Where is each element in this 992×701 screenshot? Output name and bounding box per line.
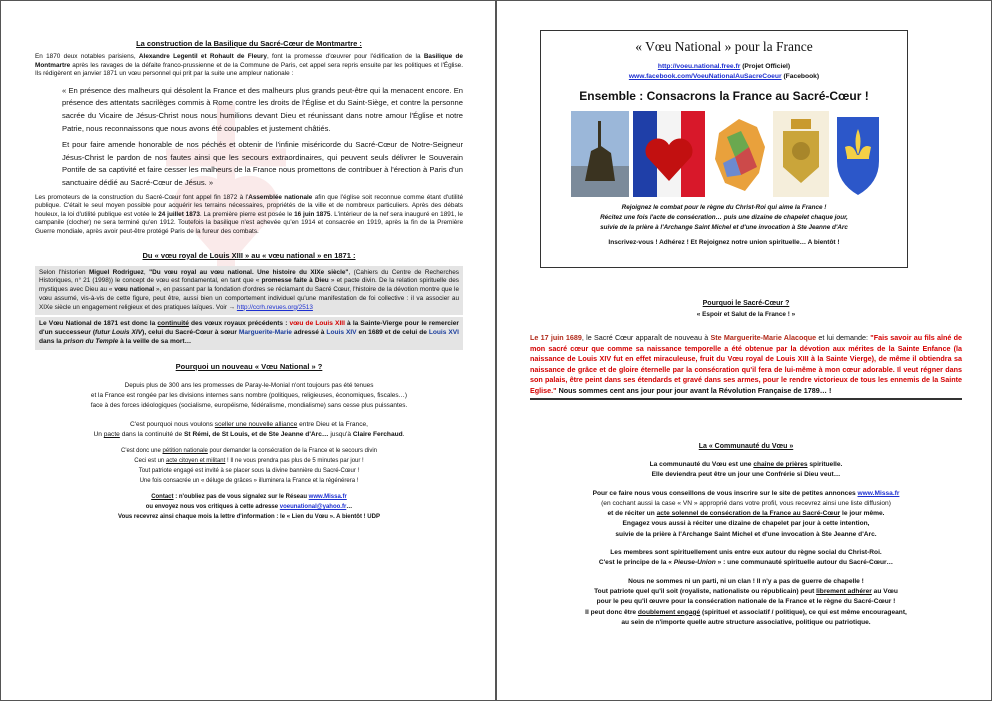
line: La communauté du Vœu est une chaîne de prières spirituelle.: [649, 461, 843, 468]
line: Elle deviendra peut être un jour une Confrérie si Dieu veut…: [651, 471, 841, 479]
ccrh-link[interactable]: http://ccrh.revues.org/2513: [236, 303, 313, 311]
line: Contact : n'oubliez pas de vous signalez sur le Réseau www.Missa.fr: [151, 494, 347, 501]
contact-block: [35, 492, 463, 522]
paragraph-pourquoi: [35, 381, 463, 412]
line: Les membres sont spirituellement unis entre eux autour du règne social du Christ-Roi.: [610, 549, 882, 557]
line: (en cochant aussi la case « VN » approprié dans votre profil, vous recevrez ainsi une liste diffusion): [601, 499, 891, 507]
paragraph-promoteurs: Les promoteurs de la construction du Sacré-Cœur font appel fin 1872 à l'Assemblée nationale afin que l'église soit reconnue comme étant d'utilité publique. C'était le seul moyen possible pour acquérir les terrains nécessaires, propriétés de la ville et de nombreux particuliers. Après des débats houleux, la loi d'utilité publique est votée le 24 juillet 1873. La première pierre est posée le 16 juin 1875. L'intérieur de la nef sera inauguré en 1891, le campanile (clocher) ne sera terminé qu'en 1912. Toutefois la basilique n'est achevée qu'en 1914 et consacrée en 1919, après la fin de la Première Guerre mondiale, après avoir peut-être protégé Paris de la fureur des combats.: [35, 193, 464, 235]
line: pour le peu qu'il œuvre pour la consécration nationale de la France et le règne du Sacré-Cœur !: [596, 598, 896, 606]
line: suivie de la prière à l'Archange Saint Michel et d'une invocation à Ste Jeanne d'Arc.: [615, 530, 877, 538]
quote-part-1: « En présence des malheurs qui désolent la France et des malheurs plus grands peut-être qui la menacent encore. En présence des attentats sacrilèges commis à Rome contre les droits de l'Église et du Saint-Siège, et contre la personne sacrée du Vicaire de Jésus-Christ nous nous humilions devant Dieu et réunissant dans notre amour l'Église et notre Patrie, nous reconnaissons que nous avons été coupables et justement châtiés.: [62, 85, 463, 133]
royal-arms-icon: [773, 111, 829, 197]
line: Rejoignez le combat pour le règne du Christ-Roi qui aime la France !: [621, 204, 827, 211]
line: Tout patriote engagé est invité à se placer sous la divine bannière du Sacré-Cœur !: [138, 468, 360, 475]
line: Pour ce faire nous vous conseillons de vous inscrire sur le site de petites annonces www.Missa.fr: [592, 489, 900, 497]
line: et la France est rongée par les divisions internes sans nombre (politiques, religieuses, économiques, fiscales…): [90, 392, 408, 400]
header-box: [540, 30, 908, 268]
image-strip: [541, 111, 907, 197]
line: Ceci est un acte citoyen et militant ! Il ne vous prendra pas plus de 5 minutes par jour !: [134, 458, 364, 465]
line: Nous ne sommes ni un parti, ni un clan ! Il n'y a pas de guerre de chapelle !: [628, 577, 864, 585]
section-title-voeu-royal: Du « vœu royal de Louis XIII » au « vœu national » en 1871 :: [142, 250, 356, 260]
box-title: « Vœu National » pour la France: [635, 39, 813, 54]
email-link[interactable]: voeunational@yahoo.fr: [279, 504, 347, 511]
why-title: Pourquoi le Sacré-Cœur ?: [702, 300, 790, 307]
community-block-1: [532, 460, 960, 481]
panel-continuite: Le Vœu National de 1871 est donc la continuité des vœux royaux précédents : vœu de Louis XIII à la Sainte-Vierge pour le remercier d'un successeur (futur Louis XIV), celui du Sacré-Cœur à sœur Marguerite-Marie adressé à Louis XIV en 1689 et de celui de Louis XVI dans la prison du Temple à la veille de sa mort…: [35, 317, 463, 349]
community-block-3: [532, 548, 960, 569]
line: Tout patriote quel qu'il soit (royaliste, nationaliste ou républicain) peut librement adhérer au Vœu: [594, 587, 898, 595]
left-content: [35, 39, 463, 522]
paragraph-petition: [35, 446, 463, 486]
sacred-heart-flag-icon: [633, 111, 705, 197]
line: Récitez une fois l'acte de consécration… puis une dizaine de chapelet chaque jour,: [600, 214, 848, 221]
line: et de réciter un acte solennel de consécration de la France au Sacré-Cœur le jour même.: [607, 510, 885, 518]
line: Depuis plus de 300 ans les promesses de Paray-le-Monial n'ont toujours pas été tenues: [124, 381, 374, 389]
community-section: [532, 443, 960, 628]
panel-rodriguez: Selon l'historien Miguel Rodriguez, "Du vœu royal au vœu national. Une histoire du XIXe siècle", (Cahiers du Centre de Recherches Historiques, n° 21 (1998)) le concept de vœu est fondamental, en tant que « promesse faite à Dieu » et pacte divin. De la relation spirituelle des mystiques avec Dieu au « vœu national », en passant par la fondation d'ordres se réclamant du Sacré Cœur, l'histoire de la dévotion montre que le vœu assumé, vis-à-vis de cette figure, peut être, aussi bien un comportement individuel qu'une manifestation de foi collective : il va associer au XIXe siècle un engagement religieux et des pratiques laïques. Voir → http://ccrh.revues.org/2513: [35, 266, 463, 316]
line: Une fois consacrée un « déluge de grâces » illuminera la France et la régénérera !: [139, 478, 359, 485]
line: C'est pourquoi nous voulons sceller une nouvelle alliance entre Dieu et la France,: [129, 420, 369, 428]
line: C'est le principe de la « Pieuse-Union » : une communauté spirituelle autour du Sacré-Cœur…: [598, 559, 894, 567]
france-map-icon: [709, 113, 769, 197]
facebook-link[interactable]: www.facebook.com/VoeuNationalAuSacreCoeur: [628, 72, 782, 80]
joan-of-arc-statue-icon: [571, 111, 629, 197]
why-subtitle: « Espoir et Salut de la France ! »: [696, 311, 796, 318]
line: Il peut donc être doublement engagé (spirituel et associatif / politique), ce qui est même encourageant,: [585, 608, 907, 616]
line: suivie de la prière à l'Archange Saint Michel et d'une invocation à Ste Jeanne d'Arc: [600, 224, 848, 231]
official-site-link[interactable]: http://voeu.national.free.fr: [657, 63, 741, 70]
line: Engagez vous aussi à réciter une dizaine de chapelet par jour à cette intention,: [622, 520, 870, 528]
paragraph-alliance: [35, 420, 463, 441]
line: au sein de n'importe quelle autre structure associative, politique ou patriotique.: [621, 618, 871, 626]
missa-link[interactable]: www.Missa.fr: [308, 494, 347, 501]
section-title-pourquoi: Pourquoi un nouveau « Vœu National » ?: [175, 361, 323, 371]
line: C'est donc une pétition nationale pour demander la consécration de la France et le secours divin: [121, 448, 377, 455]
community-title: La « Communauté du Vœu »: [698, 443, 794, 450]
box-cta: Inscrivez-vous ! Adhérez ! Et Rejoignez notre union spirituelle… A bientôt !: [608, 239, 840, 246]
box-links: http://voeu.national.free.fr (Projet Officiel) www.facebook.com/VoeuNationalAuSacreCoeur (Facebook): [628, 63, 820, 80]
community-block-2: [532, 489, 960, 540]
slogan: Ensemble : Consacrons la France au Sacré-Cœur !: [579, 89, 869, 103]
fleur-de-lis-shield-icon: [833, 111, 883, 197]
paragraph-intro: En 1870 deux notables parisiens, Alexandre Legentil et Rohault de Fleury, font la promesse d'œuvrer pour l'édification de la Basilique de Montmartre après les ravages de la défaite franco-prussienne et de la Commune de Paris, cet appel sera repris ensuite par les politiques et l'Église. Ils rédigèrent en janvier 1871 un vœu personnel qui prit par la suite une ampleur nationale :: [35, 53, 463, 78]
community-block-4: [532, 577, 960, 628]
section-title-basilique: La construction de la Basilique du Sacré-Cœur de Montmartre :: [136, 39, 362, 48]
why-paragraph: Le 17 juin 1689, le Sacré Cœur apparaît de nouveau à Ste Marguerite-Marie Alacoque et lui demande: "Fais savoir au fils aîné de mon sacré cœur que comme sa naissance temporelle a été obtenue par la dévotion aux mérites de la Sainte Enfance (la naissance de Louis XIV fut en effet miraculeuse, fruit du Vœu royal de Louis XIII à la Sainte Vierge), de même il obtiendra sa naissance de grâce et de gloire éternelle par la consécration qu'il fera de lui-même à mon cœur adorable. Il veut régner dans son palais, être peint dans ses étendards et gravé dans ses armes, pour le rendre victorieux de tous les ennemis de la Sainte Eglise." Nous sommes cent ans jour pour jour avant la Révolution Française de 1789… !: [530, 333, 962, 400]
quote-part-2: Et pour faire amende honorable de nos péchés et obtenir de l'infinie miséricorde du Sacré-Cœur de Notre-Seigneur Jésus-Christ le pardon de nos fautes ainsi que les secours extraordinaires, qui peuvent seuls délivrer le Souverain Pontife de sa captivité et faire cesser les malheurs de la France nous promettons de contribuer à l'érection à Paris d'un sanctuaire dédié au Sacré-Cœur de Jésus. »: [62, 140, 463, 187]
missa-link-right[interactable]: www.Missa.fr: [857, 489, 900, 497]
line: ou envoyez nous vos critiques à cette adresse voeunational@yahoo.fr…: [145, 504, 353, 511]
line: Vous recevrez ainsi chaque mois la lettre d'information : le « Lien du Vœu ». A bientôt ! UDP: [118, 514, 380, 521]
box-instructions: [541, 203, 907, 233]
line: face à des forces idéologiques (socialisme, européisme, fédéralisme, mondialisme) sans cesse plus puissantes.: [90, 402, 408, 410]
line: Un pacte dans la continuité de St Rémi, de St Louis, et de Ste Jeanne d'Arc… jusqu'à Claire Ferchaud.: [93, 431, 405, 439]
why-header: [532, 300, 960, 318]
